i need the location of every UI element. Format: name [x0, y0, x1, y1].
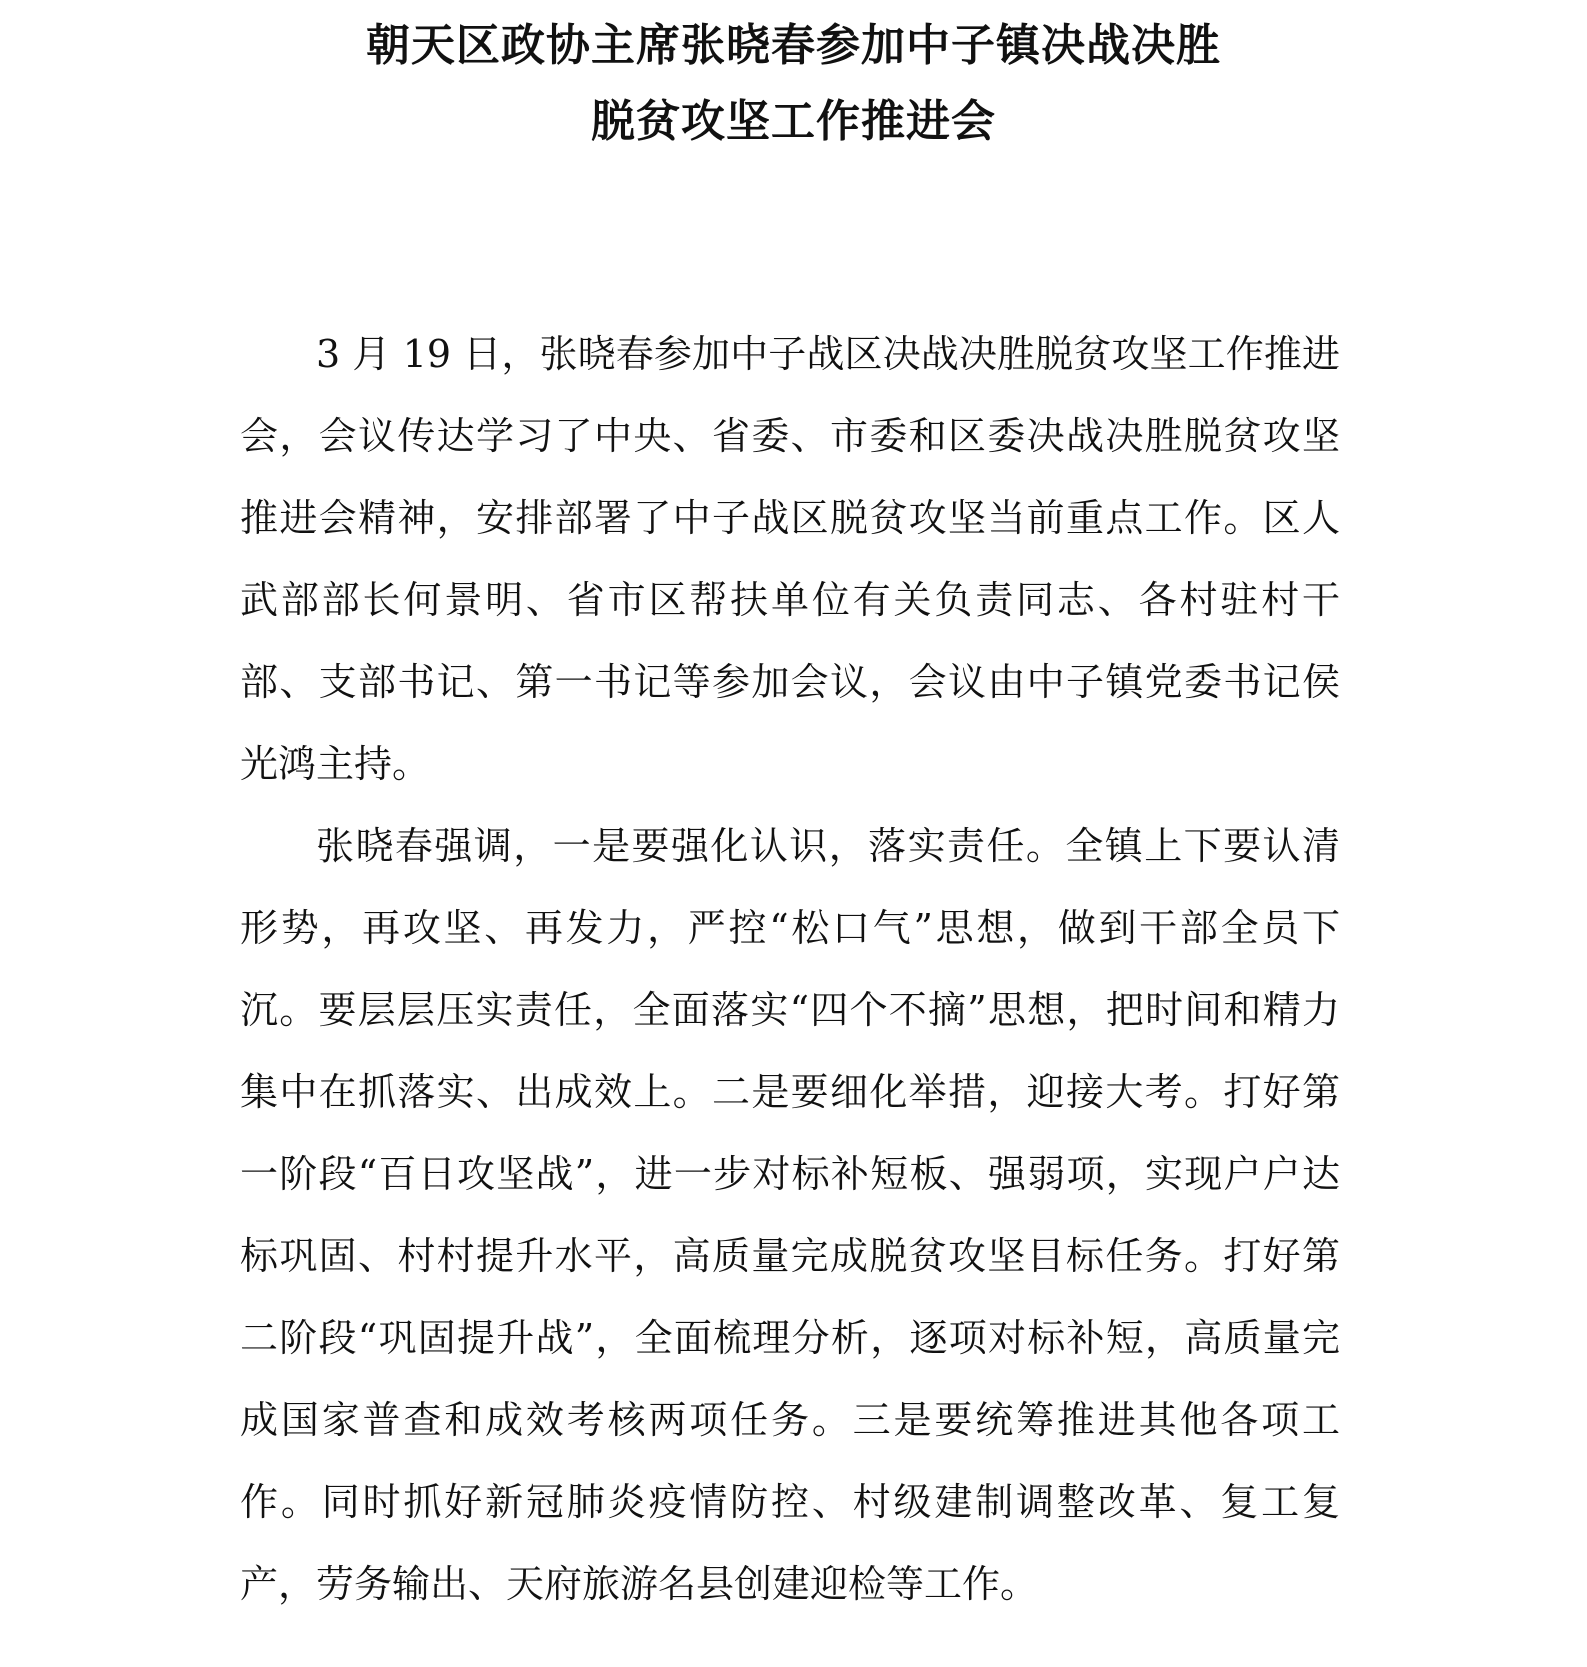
paragraph-1: 3 月 19 日，张晓春参加中子战区决战决胜脱贫攻坚工作推进会，会议传达学习了中央、省委、市委和区委决战决胜脱贫攻坚推进会精神，安排部署了中子战区脱贫攻坚当前重点工作。区人武部部长何景明、省市区帮扶单位有关负责同志、各村驻村干部、支部书记、第一书记等参加会议，会议由中子镇党委书记侯光鸿主持。	[240, 332, 1340, 786]
title-line-2: 脱贫攻坚工作推进会	[591, 96, 996, 147]
document-title	[0, 8, 1587, 160]
document-body	[240, 313, 1340, 1625]
title-line-1: 朝天区政协主席张晓春参加中子镇决战决胜	[366, 20, 1221, 71]
paragraph-2: 张晓春强调，一是要强化认识，落实责任。全镇上下要认清形势，再攻坚、再发力，严控“松口气”思想，做到干部全员下沉。要层层压实责任，全面落实“四个不摘”思想，把时间和精力集中在抓落实、出成效上。二是要细化举措，迎接大考。打好第一阶段“百日攻坚战”，进一步对标补短板、强弱项，实现户户达标巩固、村村提升水平，高质量完成脱贫攻坚目标任务。打好第二阶段“巩固提升战”，全面梳理分析，逐项对标补短，高质量完成国家普查和成效考核两项任务。三是要统筹推进其他各项工作。同时抓好新冠肺炎疫情防控、村级建制调整改革、复工复产，劳务输出、天府旅游名县创建迎检等工作。	[240, 824, 1340, 1606]
